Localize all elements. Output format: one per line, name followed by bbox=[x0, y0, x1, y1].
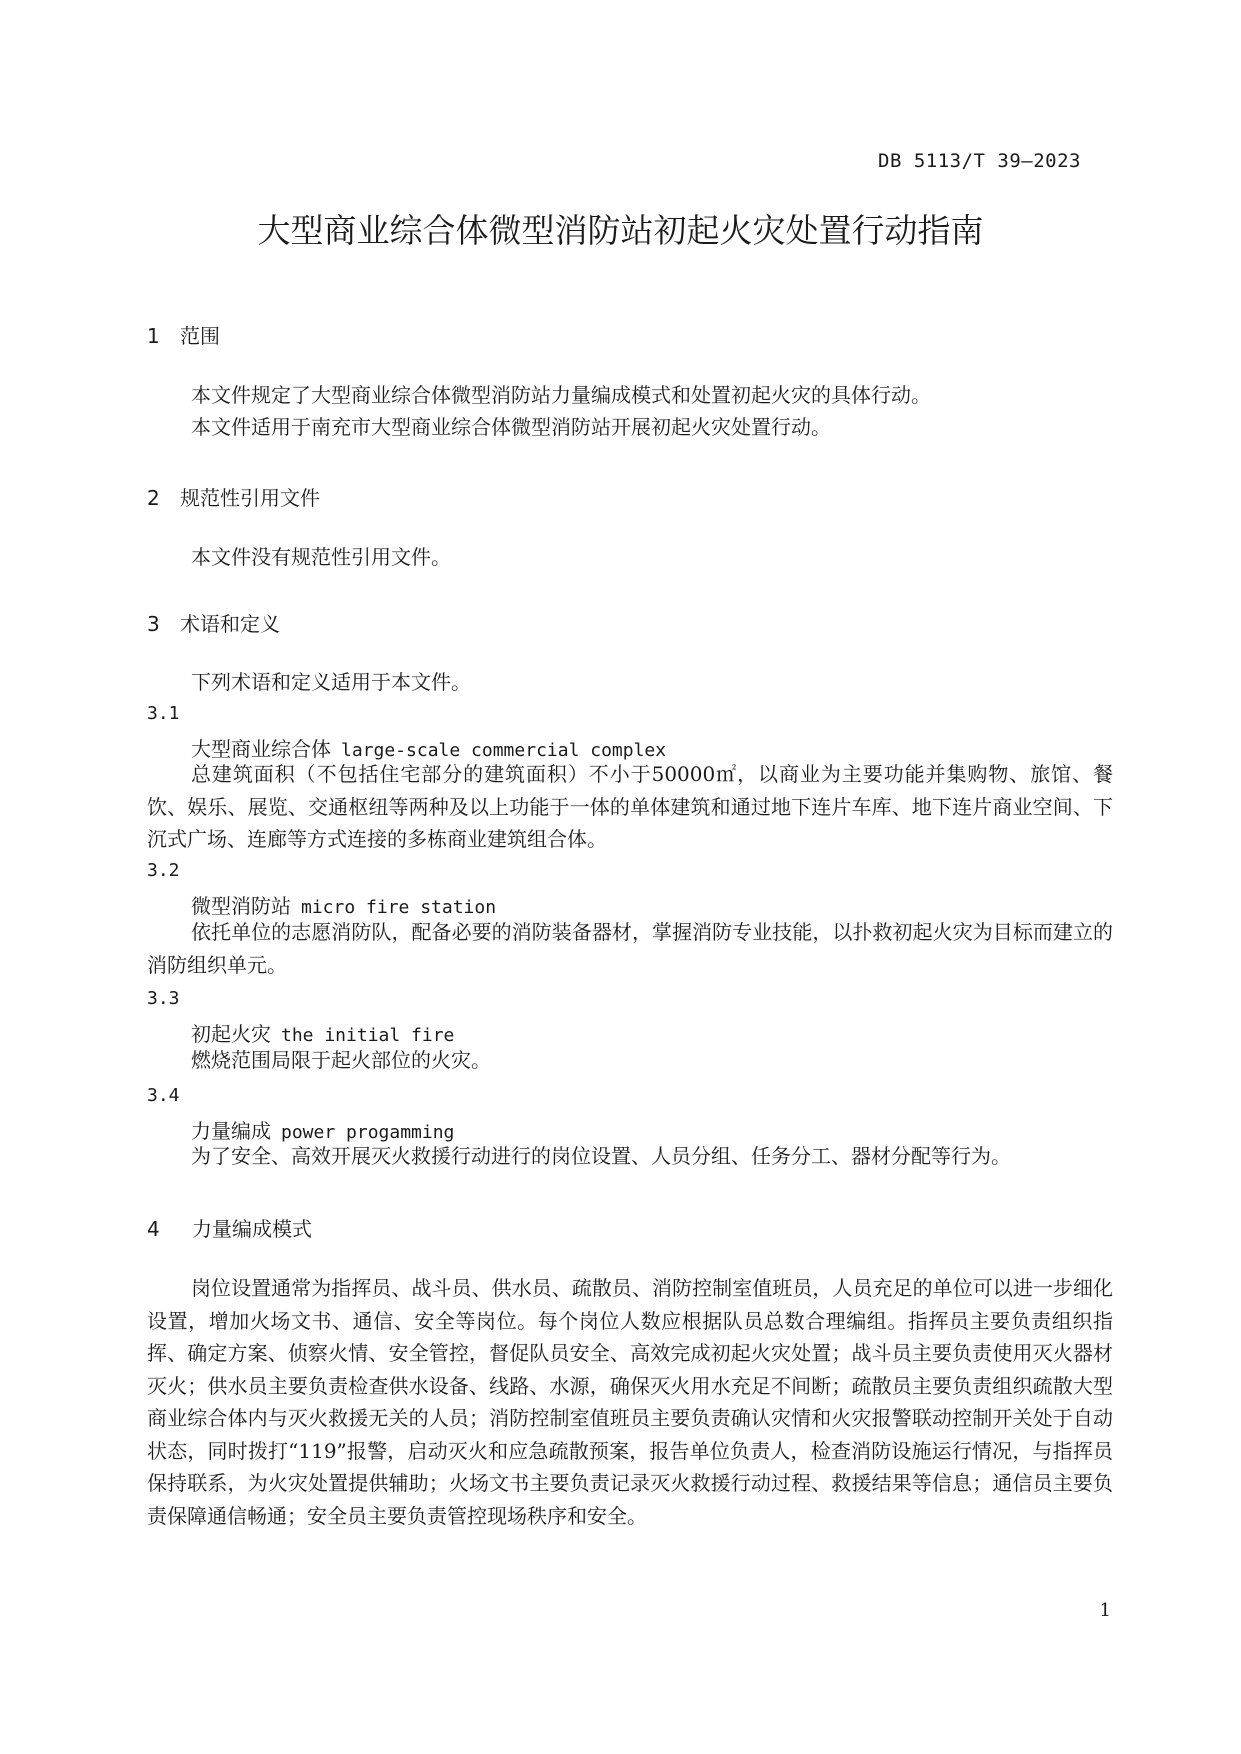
paragraph: 本文件没有规范性引用文件。 bbox=[191, 545, 451, 569]
term-definition: 依托单位的志愿消防队，配备必要的消防装备器材，掌握消防专业技能，以扑救初起火灾为目标而建立的消防组织单元。 bbox=[147, 920, 1113, 977]
term-en: micro fire station bbox=[301, 897, 497, 918]
section-title: 规范性引用文件 bbox=[180, 486, 320, 510]
term-en: large-scale commercial complex bbox=[341, 740, 667, 761]
section-4-heading bbox=[147, 1213, 312, 1242]
section-title: 范围 bbox=[180, 324, 220, 348]
paragraph: 本文件规定了大型商业综合体微型消防站力量编成模式和处置初起火灾的具体行动。 bbox=[191, 383, 931, 407]
term-zh: 微型消防站 bbox=[191, 894, 291, 918]
term-number: 3.2 bbox=[147, 860, 180, 881]
paragraph: 岗位设置通常为指挥员、战斗员、供水员、疏散员、消防控制室值班员，人员充足的单位可以进一步细化设置，增加火场文书、通信、安全等岗位。每个岗位人数应根据队员总数合理编组。指挥员主要负责组织指挥、确定方案、侦察火情、安全管控，督促队员安全、高效完成初起火灾处置；战斗员主要负责使用灭火器材灭火；供水员主要负责检查供水设备、线路、水源，确保灭火用水充足不间断；疏散员主要负责组织疏散大型商业综合体内与灭火救援无关的人员；消防控制室值班员主要负责确认灾情和火灾报警联动控制开关处于自动状态，同时拨打“119”报警，启动灭火和应急疏散预案，报告单位负责人，检查消防设施运行情况，与指挥员保持联系，为火灾处置提供辅助；火场文书主要负责记录灭火救援行动过程、救援结果等信息；通信员主要负责保障通信畅通；安全员主要负责管控现场秩序和安全。 bbox=[147, 1276, 1113, 1528]
term-definition: 燃烧范围局限于起火部位的火灾。 bbox=[191, 1048, 491, 1072]
document-number: DB 5113/T 39—2023 bbox=[878, 150, 1081, 172]
term-heading bbox=[191, 890, 496, 919]
section-number: 3 bbox=[147, 612, 160, 636]
section-title: 力量编成模式 bbox=[192, 1217, 312, 1241]
term-zh: 大型商业综合体 bbox=[191, 737, 331, 761]
paragraph: 下列术语和定义适用于本文件。 bbox=[191, 670, 471, 694]
document-title: 大型商业综合体微型消防站初起火灾处置行动指南 bbox=[257, 211, 984, 250]
section-number: 1 bbox=[147, 324, 160, 348]
section-1-heading bbox=[147, 320, 220, 349]
term-en: power progamming bbox=[281, 1122, 455, 1143]
term-number: 3.3 bbox=[147, 988, 180, 1009]
section-title: 术语和定义 bbox=[180, 612, 280, 636]
section-3-heading bbox=[147, 608, 280, 637]
paragraph: 本文件适用于南充市大型商业综合体微型消防站开展初起火灾处置行动。 bbox=[191, 415, 831, 439]
term-en: the initial fire bbox=[281, 1025, 455, 1046]
section-number: 4 bbox=[147, 1217, 160, 1241]
section-2-heading bbox=[147, 482, 320, 511]
term-heading bbox=[191, 1018, 454, 1047]
section-number: 2 bbox=[147, 486, 160, 510]
term-number: 3.1 bbox=[147, 703, 180, 724]
term-number: 3.4 bbox=[147, 1085, 180, 1106]
term-definition: 为了安全、高效开展灭火救援行动进行的岗位设置、人员分组、任务分工、器材分配等行为。 bbox=[191, 1144, 1011, 1168]
term-zh: 力量编成 bbox=[191, 1119, 271, 1143]
page-number: 1 bbox=[1099, 1600, 1111, 1621]
term-definition: 总建筑面积（不包括住宅部分的建筑面积）不小于50000㎡，以商业为主要功能并集购物、旅馆、餐饮、娱乐、展览、交通枢纽等两种及以上功能于一体的单体建筑和通过地下连片车库、地下连片商业空间、下沉式广场、连廊等方式连接的多栋商业建筑组合体。 bbox=[147, 762, 1113, 851]
term-zh: 初起火灾 bbox=[191, 1022, 271, 1046]
